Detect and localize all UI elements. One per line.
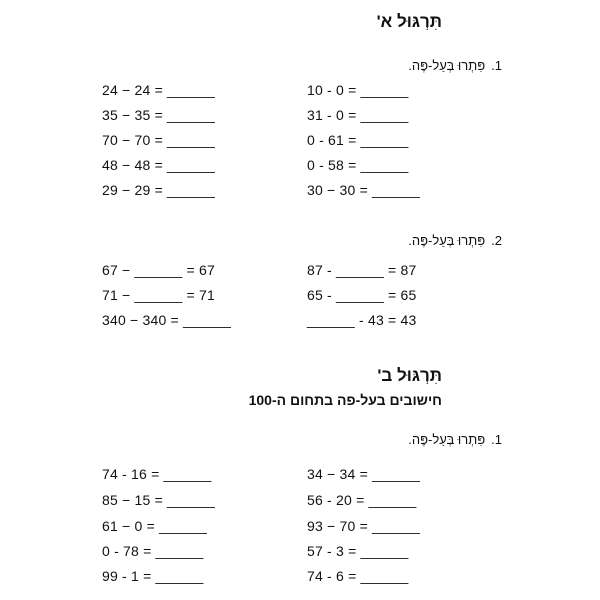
- instruction-text: פִּתְרוּ בְּעַל-פֶּה.: [408, 233, 486, 248]
- exercise-item: 74 - 16 = ______: [102, 466, 212, 482]
- question-number: 1.: [491, 432, 502, 447]
- question-number: 2.: [491, 233, 502, 248]
- question-number: 1.: [491, 58, 502, 73]
- instruction-text: פִּתְרוּ בְּעַל-פֶּה.: [408, 58, 486, 73]
- exercise-item: 29 − 29 = ______: [102, 182, 215, 198]
- exercise-item: 56 - 20 = ______: [307, 492, 417, 508]
- exercise-item: 65 - ______ = 65: [307, 287, 417, 303]
- exercise-item: 74 - 6 = ______: [307, 568, 409, 584]
- exercise-item: 24 − 24 = ______: [102, 82, 215, 98]
- section-a-title: תִּרְגּוּל א': [376, 12, 442, 31]
- exercise-item: 0 - 58 = ______: [307, 157, 409, 173]
- section-b-title: תִּרְגּוּל ב': [377, 366, 442, 385]
- exercise-item: 99 - 1 = ______: [102, 568, 204, 584]
- question-1-instruction: [408, 58, 502, 73]
- exercise-item: 30 − 30 = ______: [307, 182, 420, 198]
- exercise-item: 87 - ______ = 87: [307, 262, 417, 278]
- exercise-item: 70 − 70 = ______: [102, 132, 215, 148]
- exercise-item: 31 - 0 = ______: [307, 107, 409, 123]
- exercise-item: 48 − 48 = ______: [102, 157, 215, 173]
- section-b-subtitle: חישובים בעל-פה בתחום ה-100: [248, 392, 442, 408]
- instruction-text: פִּתְרוּ בְּעַל-פֶּה.: [408, 432, 486, 447]
- exercise-item: 71 − ______ = 71: [102, 287, 215, 303]
- exercise-item: 35 − 35 = ______: [102, 107, 215, 123]
- exercise-item: 340 − 340 = ______: [102, 312, 231, 328]
- exercise-item: 10 - 0 = ______: [307, 82, 409, 98]
- question-1-instruction: [408, 432, 502, 447]
- exercise-item: 0 - 78 = ______: [102, 543, 204, 559]
- exercise-item: ______ - 43 = 43: [307, 312, 417, 328]
- exercise-item: 85 − 15 = ______: [102, 492, 215, 508]
- exercise-item: 57 - 3 = ______: [307, 543, 409, 559]
- exercise-item: 93 − 70 = ______: [307, 518, 420, 534]
- exercise-item: 34 − 34 = ______: [307, 466, 420, 482]
- exercise-item: 61 − 0 = ______: [102, 518, 207, 534]
- question-2-instruction: [408, 233, 502, 248]
- exercise-item: 0 - 61 = ______: [307, 132, 409, 148]
- exercise-item: 67 − ______ = 67: [102, 262, 215, 278]
